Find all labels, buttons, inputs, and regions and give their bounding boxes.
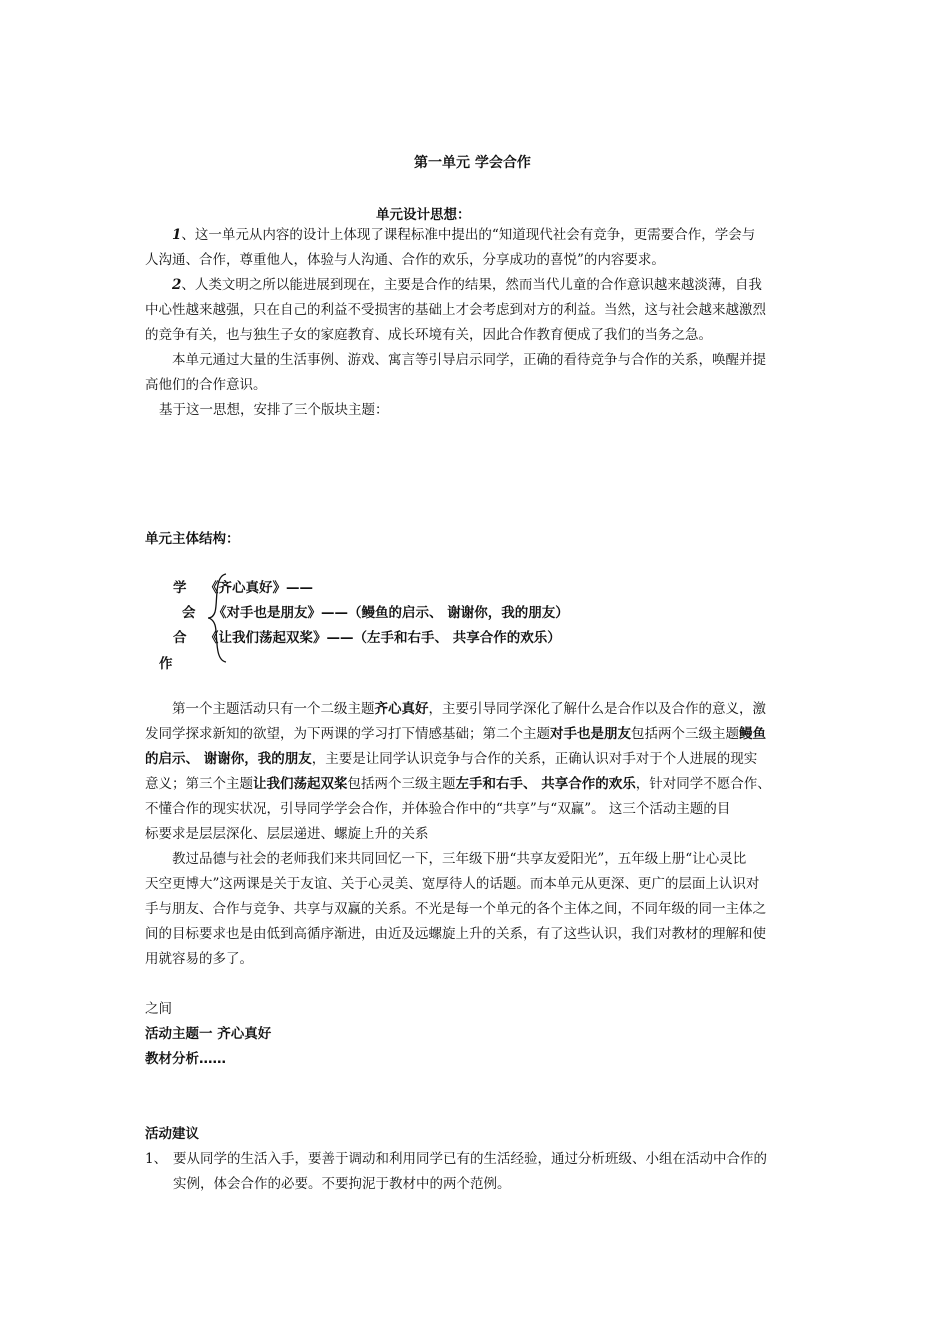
- structure-item-2: 《对手也是朋友》——（鳗鱼的启示、 谢谢你，我的朋友）: [213, 605, 569, 621]
- design-p2-line1: [172, 273, 762, 298]
- analysis-p1-line4: 意义；第三个主题让我们荡起双桨包括两个三级主题左手和右手、 共享合作的欢乐，针对同学不愿合作、: [145, 776, 771, 792]
- design-p4: 基于这一思想，安排了三个版块主题：: [159, 402, 389, 418]
- suggestions-heading: 活动建议: [145, 1126, 199, 1142]
- suggestion-1-line2: 实例，体会合作的必要。不要拘泥于教材中的两个范例。: [173, 1176, 511, 1192]
- suggestion-1-line1: 要从同学的生活入手，要善于调动和利用同学已有的生活经验，通过分析班级、小组在活动中合作的: [173, 1151, 767, 1167]
- analysis-p1-line5: 不懂合作的现实状况，引导同学学会合作，并体验合作中的“共享”与“双赢”。 这三个活动主题的目: [145, 801, 731, 817]
- material-analysis: 教材分析……: [145, 1051, 226, 1067]
- analysis-p2-line2: 天空更博大”这两课是关于友谊、关于心灵美、宽厚待人的话题。而本单元从更深、更广的层面上认识对: [145, 876, 760, 892]
- design-p2-line2: 中心性越来越强，只在自己的利益不受损害的基础上才会考虑到对方的利益。当然，这与社会越来越激烈: [145, 302, 766, 318]
- p2-number: 2: [172, 277, 182, 293]
- activity-theme-1: 活动主题一 齐心真好: [145, 1026, 272, 1042]
- structure-char-3: 合: [173, 630, 187, 646]
- suggestion-number-1: 1、: [145, 1151, 168, 1167]
- page-title: 第一单元 学会合作: [414, 155, 531, 171]
- design-heading: 单元设计思想：: [376, 207, 471, 223]
- analysis-p1-line1: 第一个主题活动只有一个二级主题齐心真好，主要引导同学深化了解什么是合作以及合作的意义，激: [172, 701, 766, 717]
- analysis-p2-line1: 教过品德与社会的老师我们来共同回忆一下，三年级下册“共享友爱阳光”，五年级上册“让心灵比: [172, 851, 747, 867]
- analysis-p1-line2: 发同学探求新知的欲望，为下两课的学习打下情感基础；第二个主题对手也是朋友包括两个三级主题鳗鱼: [145, 726, 766, 742]
- p1-text: 、这一单元从内容的设计上体现了课程标准中提出的“知道现代社会有竞争，更需要合作，学会与: [181, 227, 756, 243]
- p1-number: 1: [172, 227, 182, 243]
- design-p3-line2: 高他们的合作意识。: [145, 377, 267, 393]
- design-p3-line1: 本单元通过大量的生活事例、游戏、寓言等引导启示同学，正确的看待竞争与合作的关系，唤醒并提: [172, 352, 766, 368]
- analysis-p2-line5: 用就容易的多了。: [145, 951, 253, 967]
- analysis-p2-line3: 手与朋友、合作与竞争、共享与双赢的关系。不光是每一个单元的各个主体之间，不同年级的同一主体之: [145, 901, 766, 917]
- analysis-p2-line4: 间的目标要求也是由低到高循序渐进，由近及远螺旋上升的关系，有了这些认识，我们对教材的理解和使: [145, 926, 766, 942]
- structure-item-3: 《让我们荡起双桨》——（左手和右手、 共享合作的欢乐）: [205, 630, 561, 646]
- structure-item-1: 《齐心真好》——: [205, 580, 313, 596]
- structure-heading: 单元主体结构：: [145, 531, 240, 547]
- analysis-p1-line3: 的启示、 谢谢你，我的朋友，主要是让同学认识竞争与合作的关系，正确认识对手对于个人进展的现实: [145, 751, 758, 767]
- p2-text: 、人类文明之所以能进展到现在，主要是合作的结果，然而当代儿童的合作意识越来越淡薄，自我: [181, 277, 762, 293]
- structure-char-4: 作: [159, 656, 173, 672]
- design-p1-line2: 人沟通、合作，尊重他人，体验与人沟通、合作的欢乐，分享成功的喜悦”的内容要求。: [145, 252, 665, 268]
- analysis-p1-line6: 标要求是层层深化、层层递进、螺旋上升的关系: [145, 826, 429, 842]
- structure-char-1: 学: [173, 580, 187, 596]
- between-text: 之间: [145, 1001, 172, 1017]
- structure-char-2: 会: [182, 605, 196, 621]
- design-p2-line3: 的竞争有关，也与独生子女的家庭教育、成长环境有关，因此合作教育便成了我们的当务之急。: [145, 327, 712, 343]
- design-p1-line1: [172, 223, 755, 248]
